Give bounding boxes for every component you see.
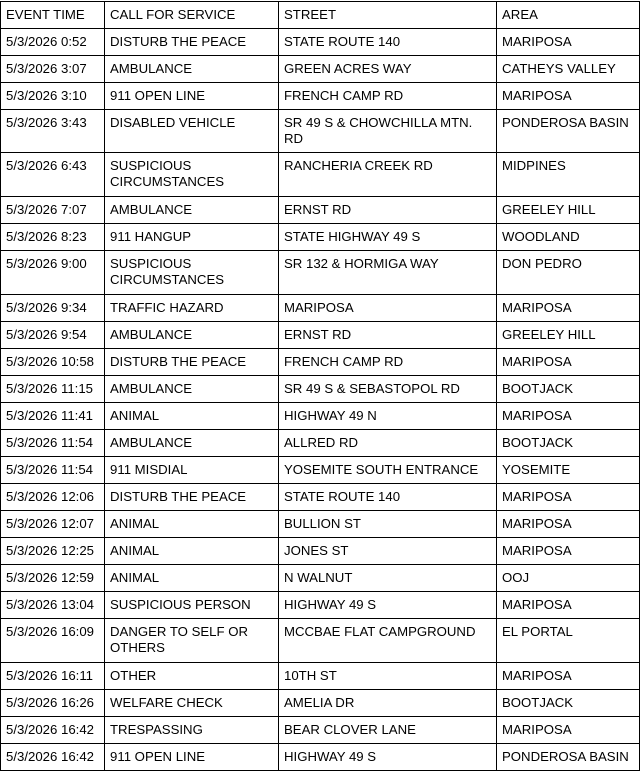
cell-call-for-service: SUSPICIOUS PERSON xyxy=(105,592,279,619)
cell-event-time: 5/3/2026 16:09 xyxy=(1,619,105,663)
cell-area: MARIPOSA xyxy=(497,592,640,619)
cell-area: CATHEYS VALLEY xyxy=(497,56,640,83)
cell-call-for-service: SUSPICIOUS CIRCUMSTANCES xyxy=(105,251,279,295)
cell-call-for-service: ANIMAL xyxy=(105,511,279,538)
cell-area: BOOTJACK xyxy=(497,376,640,403)
table-row xyxy=(1,619,640,663)
cell-street: AMELIA DR xyxy=(279,690,497,717)
cell-area: PONDEROSA BASIN xyxy=(497,110,640,153)
table-row xyxy=(1,295,640,322)
cell-event-time: 5/3/2026 16:42 xyxy=(1,744,105,771)
table-row xyxy=(1,56,640,83)
cell-event-time: 5/3/2026 11:41 xyxy=(1,403,105,430)
cell-event-time: 5/3/2026 16:42 xyxy=(1,717,105,744)
cell-call-for-service: 911 HANGUP xyxy=(105,224,279,251)
cell-event-time: 5/3/2026 10:58 xyxy=(1,349,105,376)
cell-call-for-service: DANGER TO SELF OR OTHERS xyxy=(105,619,279,663)
cell-area: OOJ xyxy=(497,565,640,592)
cell-call-for-service: AMBULANCE xyxy=(105,322,279,349)
cell-event-time: 5/3/2026 6:43 xyxy=(1,153,105,197)
cell-call-for-service: ANIMAL xyxy=(105,538,279,565)
cell-area: MARIPOSA xyxy=(497,83,640,110)
cell-call-for-service: 911 MISDIAL xyxy=(105,457,279,484)
cell-call-for-service: AMBULANCE xyxy=(105,376,279,403)
cell-event-time: 5/3/2026 12:06 xyxy=(1,484,105,511)
cell-event-time: 5/3/2026 16:26 xyxy=(1,690,105,717)
cell-call-for-service: 911 OPEN LINE xyxy=(105,83,279,110)
table-row xyxy=(1,322,640,349)
cell-area: BOOTJACK xyxy=(497,690,640,717)
header-row xyxy=(1,2,640,29)
cell-event-time: 5/3/2026 9:00 xyxy=(1,251,105,295)
cell-event-time: 5/3/2026 3:07 xyxy=(1,56,105,83)
cell-area: MIDPINES xyxy=(497,153,640,197)
cell-call-for-service: AMBULANCE xyxy=(105,430,279,457)
cell-call-for-service: AMBULANCE xyxy=(105,197,279,224)
cell-area: MARIPOSA xyxy=(497,717,640,744)
cell-street: STATE HIGHWAY 49 S xyxy=(279,224,497,251)
cell-call-for-service: DISTURB THE PEACE xyxy=(105,349,279,376)
cell-call-for-service: SUSPICIOUS CIRCUMSTANCES xyxy=(105,153,279,197)
cell-event-time: 5/3/2026 12:25 xyxy=(1,538,105,565)
cell-event-time: 5/3/2026 11:54 xyxy=(1,457,105,484)
cell-event-time: 5/3/2026 9:34 xyxy=(1,295,105,322)
table-row xyxy=(1,349,640,376)
table-row xyxy=(1,690,640,717)
table-row xyxy=(1,457,640,484)
cell-event-time: 5/3/2026 11:54 xyxy=(1,430,105,457)
cell-call-for-service: TRAFFIC HAZARD xyxy=(105,295,279,322)
cell-street: N WALNUT xyxy=(279,565,497,592)
cell-street: SR 49 S & CHOWCHILLA MTN. RD xyxy=(279,110,497,153)
cell-event-time: 5/3/2026 9:54 xyxy=(1,322,105,349)
cell-call-for-service: AMBULANCE xyxy=(105,56,279,83)
cell-area: MARIPOSA xyxy=(497,484,640,511)
cell-street: HIGHWAY 49 N xyxy=(279,403,497,430)
cell-street: BEAR CLOVER LANE xyxy=(279,717,497,744)
cell-area: EL PORTAL xyxy=(497,619,640,663)
table-row xyxy=(1,717,640,744)
table-row xyxy=(1,224,640,251)
cell-call-for-service: DISTURB THE PEACE xyxy=(105,29,279,56)
cell-street: RANCHERIA CREEK RD xyxy=(279,153,497,197)
table-row xyxy=(1,197,640,224)
cell-area: GREELEY HILL xyxy=(497,197,640,224)
table-row xyxy=(1,565,640,592)
table-row xyxy=(1,403,640,430)
cell-street: HIGHWAY 49 S xyxy=(279,744,497,771)
cell-street: MARIPOSA xyxy=(279,295,497,322)
cell-call-for-service: WELFARE CHECK xyxy=(105,690,279,717)
table-row xyxy=(1,663,640,690)
call-log-table xyxy=(0,1,640,771)
table-row xyxy=(1,538,640,565)
cell-street: ERNST RD xyxy=(279,322,497,349)
cell-area: MARIPOSA xyxy=(497,538,640,565)
cell-area: YOSEMITE xyxy=(497,457,640,484)
table-row xyxy=(1,376,640,403)
cell-area: MARIPOSA xyxy=(497,29,640,56)
cell-event-time: 5/3/2026 16:11 xyxy=(1,663,105,690)
table-row xyxy=(1,251,640,295)
cell-event-time: 5/3/2026 3:10 xyxy=(1,83,105,110)
cell-event-time: 5/3/2026 8:23 xyxy=(1,224,105,251)
table-row xyxy=(1,29,640,56)
cell-street: STATE ROUTE 140 xyxy=(279,484,497,511)
cell-street: JONES ST xyxy=(279,538,497,565)
cell-call-for-service: TRESPASSING xyxy=(105,717,279,744)
cell-street: ALLRED RD xyxy=(279,430,497,457)
cell-call-for-service: ANIMAL xyxy=(105,403,279,430)
table-row xyxy=(1,83,640,110)
table-row xyxy=(1,592,640,619)
header-area: AREA xyxy=(497,2,640,29)
cell-area: MARIPOSA xyxy=(497,295,640,322)
cell-street: ERNST RD xyxy=(279,197,497,224)
cell-event-time: 5/3/2026 13:04 xyxy=(1,592,105,619)
table-row xyxy=(1,110,640,153)
cell-event-time: 5/3/2026 0:52 xyxy=(1,29,105,56)
cell-street: YOSEMITE SOUTH ENTRANCE xyxy=(279,457,497,484)
table-row xyxy=(1,153,640,197)
cell-street: GREEN ACRES WAY xyxy=(279,56,497,83)
cell-event-time: 5/3/2026 12:07 xyxy=(1,511,105,538)
cell-street: STATE ROUTE 140 xyxy=(279,29,497,56)
cell-street: MCCBAE FLAT CAMPGROUND xyxy=(279,619,497,663)
cell-area: MARIPOSA xyxy=(497,403,640,430)
header-street: STREET xyxy=(279,2,497,29)
cell-area: WOODLAND xyxy=(497,224,640,251)
cell-event-time: 5/3/2026 11:15 xyxy=(1,376,105,403)
table-row xyxy=(1,511,640,538)
cell-area: MARIPOSA xyxy=(497,349,640,376)
cell-area: MARIPOSA xyxy=(497,663,640,690)
cell-street: 10TH ST xyxy=(279,663,497,690)
cell-street: FRENCH CAMP RD xyxy=(279,83,497,110)
cell-street: HIGHWAY 49 S xyxy=(279,592,497,619)
cell-area: DON PEDRO xyxy=(497,251,640,295)
cell-area: MARIPOSA xyxy=(497,511,640,538)
table-row xyxy=(1,430,640,457)
cell-call-for-service: DISTURB THE PEACE xyxy=(105,484,279,511)
cell-area: PONDEROSA BASIN xyxy=(497,744,640,771)
cell-call-for-service: 911 OPEN LINE xyxy=(105,744,279,771)
table-row xyxy=(1,484,640,511)
cell-event-time: 5/3/2026 3:43 xyxy=(1,110,105,153)
table-body xyxy=(1,29,640,771)
cell-street: SR 132 & HORMIGA WAY xyxy=(279,251,497,295)
cell-area: GREELEY HILL xyxy=(497,322,640,349)
cell-event-time: 5/3/2026 12:59 xyxy=(1,565,105,592)
cell-area: BOOTJACK xyxy=(497,430,640,457)
table-row xyxy=(1,744,640,771)
cell-call-for-service: OTHER xyxy=(105,663,279,690)
table-header xyxy=(1,2,640,29)
header-event-time: EVENT TIME xyxy=(1,2,105,29)
cell-event-time: 5/3/2026 7:07 xyxy=(1,197,105,224)
cell-street: FRENCH CAMP RD xyxy=(279,349,497,376)
cell-call-for-service: ANIMAL xyxy=(105,565,279,592)
cell-call-for-service: DISABLED VEHICLE xyxy=(105,110,279,153)
cell-street: BULLION ST xyxy=(279,511,497,538)
cell-street: SR 49 S & SEBASTOPOL RD xyxy=(279,376,497,403)
header-call-for-service: CALL FOR SERVICE xyxy=(105,2,279,29)
